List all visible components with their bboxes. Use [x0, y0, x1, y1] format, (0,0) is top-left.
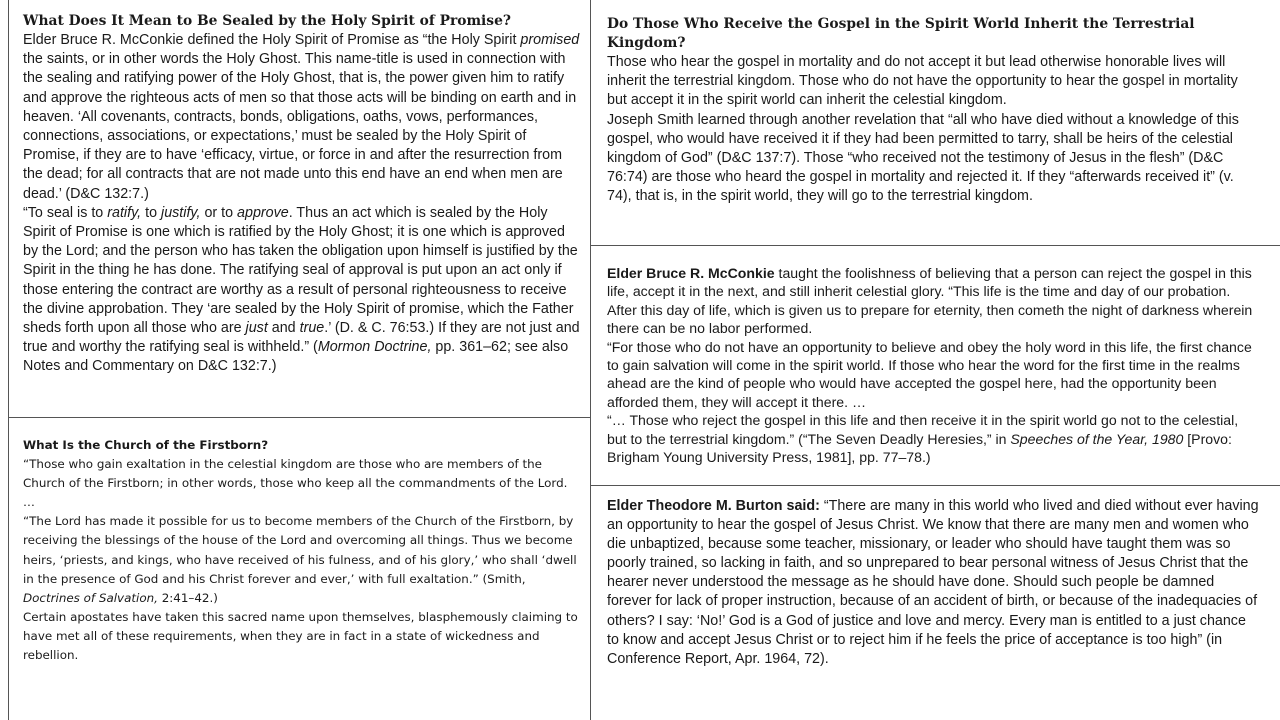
panel-title: Do Those Who Receive the Gospel in the Spirit World Inherit the Terrestrial Kingdom?: [607, 16, 1195, 51]
paragraph: Certain apostates have taken this sacred name upon themselves, blasphemously claiming to have met all of these requirements, when they are in fact in a state of wickedness and rebellion.: [23, 609, 578, 663]
mcconkie-panel: [591, 246, 1280, 486]
paragraph: “… Those who reject the gospel in this life and then receive it in the spirit world go not to the celestial, but to the terrestrial kingdom.” (“The Seven Deadly Heresies,” in Speeches of the Year, 1980 [Provo: Brigham Young University Press, 1981], pp. 77–78.): [607, 412, 1239, 466]
paragraph: “Those who gain exaltation in the celestial kingdom are those who are members of the Church of the Firstborn; in other words, those who keep all the commandments of the Lord. …: [23, 457, 568, 510]
spirit-world-terrestrial-panel: [591, 0, 1280, 246]
paragraph: Joseph Smith learned through another revelation that “all who have died without a knowledge of this gospel, who would have received it if they had been permitted to tarry, shall be heirs of the celestial kingdom of God” (D&C 137:7). Those “who received not the testimony of Jesus in the flesh” (D&C 76:74) are those who heard the gospel in mortality and rejected it. If they “afterwards received it” (v. 74), that is, in the spirit world, they will go to the terrestrial kingdom.: [607, 111, 1239, 205]
paragraph: “The Lord has made it possible for us to become members of the Church of the Firstborn, by receiving the blessings of the house of the Lord and overcoming all things. Thus we become heirs, ‘priests, and kings, who have received of his fulness, and of his glory,’ who shall ‘dwell in the presence of God and his Christ forever and ever,’ with full exaltation.” (Smith, Doctrines of Salvation, 2:41–42.): [23, 514, 577, 605]
speaker-name: Elder Bruce R. McConkie: [607, 265, 775, 281]
paragraph: “For those who do not have an opportunity to believe and obey the holy word in this life, the first chance to gain salvation will come in the spirit world. If those who hear the word for the first time in the realms ahead are the kind of people who would have accepted the gospel here, had the opportunity been afforded them, they will accept it there. …: [607, 338, 1252, 410]
burton-panel: [591, 486, 1280, 720]
paragraph: Elder Bruce R. McConkie defined the Holy Spirit of Promise as “the Holy Spirit promised the saints, or in other words the Holy Ghost. This name-title is used in connection with the sealing and ratifying power of the Holy Ghost, that is, the power given him to ratify and approve the righteous acts of men so that those acts will be binding on earth and in heaven. ‘All covenants, contracts, bonds, obligations, oaths, vows, performances, connections, associations, or expectations,’ must be sealed by the Holy Spirit of Promise, if they are to have ‘efficacy, virtue, or force in and after the resurrection from the dead; for all contracts that are not made unto this end have an end when men are dead.’ (D&C 132:7.): [23, 32, 580, 202]
paragraph: Elder Bruce R. McConkie taught the foolishness of believing that a person can reject the gospel in this life, accept it in the next, and still inherit celestial glory. “This life is the time and day of our probation. After this day of life, which is given us to prepare for eternity, then cometh the night of darkness wherein there can be no labor performed.: [607, 265, 1253, 337]
church-of-firstborn-panel: [8, 418, 591, 720]
panel-title: What Is the Church of the Firstborn?: [23, 438, 269, 452]
speaker-name: Elder Theodore M. Burton said:: [607, 498, 820, 514]
paragraph: Those who hear the gospel in mortality and do not accept it but lead otherwise honorable lives will inherit the terrestrial kingdom. Those who do not have the opportunity to hear the gospel in mortality but accept it in the spirit world can inherit the celestial kingdom.: [607, 54, 1238, 109]
paragraph: Elder Theodore M. Burton said: “There are many in this world who lived and died without ever having an opportunity to hear the gospel of Jesus Christ. We know that there are many men and women who die unbaptized, because some teacher, missionary, or leader who should have taught them was so poorly trained, so lacking in faith, and so unprepared to bear personal witness of Jesus Christ that the hearer never understood the message as he should have done. Should such people be damned forever for lack of proper instruction, because of an accident of birth, or because of the inadequacies of others? I say: ‘No!’ God is a God of justice and love and mercy. Every man is entitled to a just chance to know and accept Jesus Christ or to reject him if he feels the price of acceptance is too high” (in Conference Report, Apr. 1964, 72).: [607, 498, 1259, 667]
panel-title: What Does It Mean to Be Sealed by the Holy Spirit of Promise?: [23, 13, 511, 29]
sealed-holy-spirit-panel: [8, 0, 591, 418]
paragraph: “To seal is to ratify, to justify, or to approve. Thus an act which is sealed by the Holy Spirit of Promise is one which is ratified by the Holy Ghost; it is one which is approved by the Lord; and the person who has taken the obligation upon himself is justified by the Spirit in the thing he has done. The ratifying seal of approval is put upon an act only if those entering the contract are worthy as a result of personal righteousness to receive the divine approbation. They ‘are sealed by the Holy Spirit of promise, which the Father sheds forth upon all those who are just and true.’ (D. & C. 76:53.) If they are not just and true and worthy the ratifying seal is withheld.” (Mormon Doctrine, pp. 361–62; see also Notes and Commentary on D&C 132:7.): [23, 204, 580, 375]
